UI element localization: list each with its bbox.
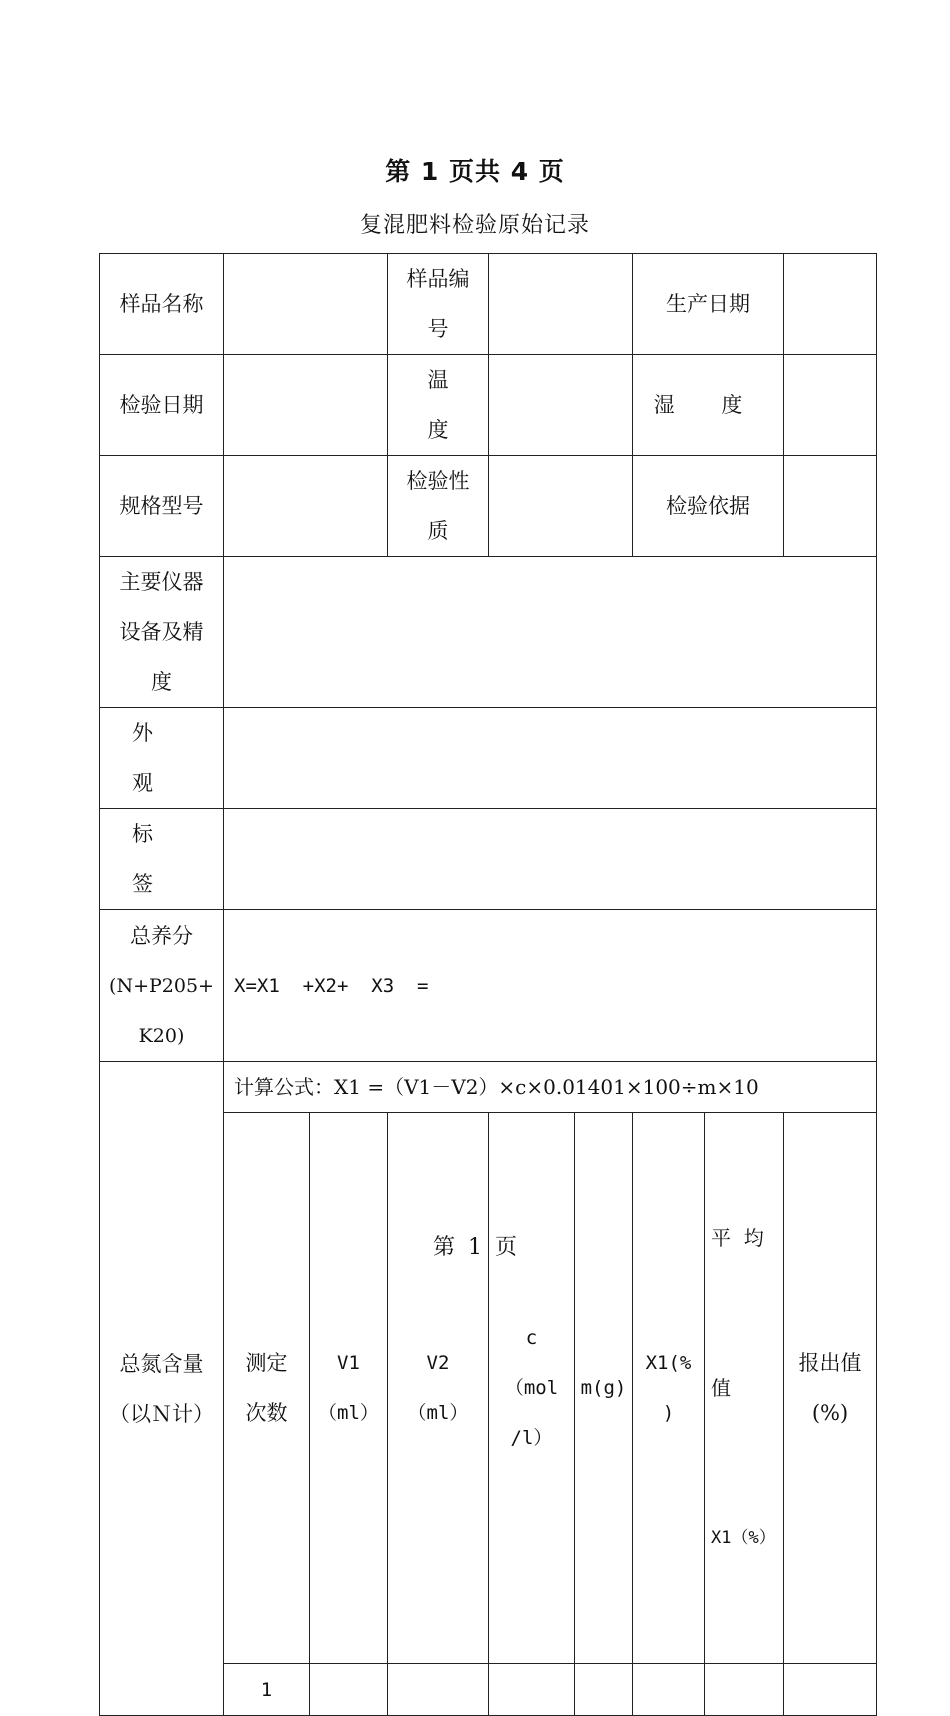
- field-instruments[interactable]: [224, 557, 877, 708]
- nitrogen-calc-formula: 计算公式：X1 =（V1－V2）×c×0.01401×100÷m×10: [224, 1062, 877, 1113]
- document-title: 复混肥料检验原始记录: [359, 213, 590, 238]
- header-v1: [310, 1113, 388, 1664]
- header-x1-line2: ): [662, 1402, 675, 1424]
- header-v1-line1: V1: [337, 1352, 360, 1374]
- label-production-date: 生产日期: [633, 254, 784, 355]
- label-test-basis: 检验依据: [633, 456, 784, 557]
- header-v1-line2: （ml）: [318, 1402, 379, 1424]
- row-1-x1[interactable]: [633, 1664, 705, 1716]
- label-total-nitrogen-line2: （以Ｎ计）: [109, 1401, 214, 1426]
- label-temperature-line2: 度: [427, 418, 449, 442]
- label-test-nature-line2: 质: [427, 519, 449, 543]
- total-nutrient-formula: X=X1 +X2+ X3 =: [224, 910, 877, 1062]
- row-1-v1[interactable]: [310, 1664, 388, 1716]
- label-humidity: [633, 355, 784, 456]
- header-report-value: [784, 1113, 877, 1664]
- label-total-nutrient-line1: 总养分: [130, 923, 193, 948]
- label-test-nature: [388, 456, 489, 557]
- label-label-text: 标 签: [132, 822, 191, 896]
- header-v2-line1: V2: [426, 1352, 450, 1374]
- field-spec-model[interactable]: [224, 456, 388, 557]
- label-total-nutrient: [100, 910, 224, 1062]
- header-average-line1: 平 均: [711, 1226, 764, 1250]
- label-sample-name: 样品名称: [100, 254, 224, 355]
- row-1-v2[interactable]: [388, 1664, 489, 1716]
- page-indicator: 第 1 页共 4 页: [385, 157, 565, 186]
- label-test-nature-line1: 检验性: [406, 469, 470, 493]
- header-concentration-line3: /l）: [510, 1427, 553, 1449]
- row-1-m[interactable]: [575, 1664, 633, 1716]
- field-temperature[interactable]: [489, 355, 633, 456]
- field-sample-name[interactable]: [224, 254, 388, 355]
- header-v2-line2: （ml）: [407, 1402, 469, 1424]
- field-test-basis[interactable]: [784, 456, 877, 557]
- label-total-nutrient-line2: (N+P205+: [109, 974, 214, 997]
- label-sample-number-line1: 样品编: [406, 267, 470, 291]
- row-1-index: 1: [224, 1664, 310, 1716]
- header-x1: [633, 1113, 705, 1664]
- label-humidity-text: 湿 度: [653, 393, 763, 417]
- field-appearance[interactable]: [224, 708, 877, 809]
- label-total-nutrient-line3: K20): [138, 1024, 185, 1047]
- label-appearance-text: 外 观: [132, 721, 191, 795]
- label-sample-number-line2: 号: [427, 317, 449, 341]
- row-1-average[interactable]: [705, 1664, 784, 1716]
- header-concentration: [489, 1113, 575, 1664]
- label-appearance: [100, 708, 224, 809]
- field-label[interactable]: [224, 809, 877, 910]
- header-concentration-line2: （mol: [504, 1377, 559, 1399]
- label-instruments-line1: 主要仪器: [119, 570, 204, 594]
- field-production-date[interactable]: [784, 254, 877, 355]
- field-test-nature[interactable]: [489, 456, 633, 557]
- header-average: [705, 1113, 784, 1664]
- label-sample-number: [388, 254, 489, 355]
- header-test-times-line1: 测定: [245, 1351, 288, 1375]
- field-sample-number[interactable]: [489, 254, 633, 355]
- header-report-value-line2: (%): [811, 1401, 849, 1425]
- label-instruments-line3: 度: [151, 670, 172, 694]
- label-total-nitrogen-line1: 总氮含量: [119, 1351, 204, 1376]
- header-mass: m(g): [575, 1113, 633, 1664]
- header-test-times-line2: 次数: [245, 1401, 288, 1425]
- header-test-times: [224, 1113, 310, 1664]
- label-instruments-line2: 设备及精: [119, 620, 204, 644]
- header-concentration-line1: c: [525, 1327, 538, 1349]
- label-temperature: [388, 355, 489, 456]
- row-1-report[interactable]: [784, 1664, 877, 1716]
- label-spec-model: 规格型号: [100, 456, 224, 557]
- label-test-date: 检验日期: [100, 355, 224, 456]
- header-average-line2: 值: [711, 1376, 731, 1400]
- label-label: [100, 809, 224, 910]
- inspection-record-table: [99, 253, 877, 1716]
- header-average-line3: X1（%）: [711, 1528, 776, 1548]
- label-temperature-line1: 温: [427, 368, 449, 392]
- label-total-nitrogen: [100, 1062, 224, 1716]
- row-1-c[interactable]: [489, 1664, 575, 1716]
- header-report-value-line1: 报出值: [798, 1351, 862, 1375]
- label-instruments: [100, 557, 224, 708]
- page-footer: 第 1 页: [433, 1235, 517, 1260]
- header-v2: [388, 1113, 489, 1664]
- header-x1-line1: X1(%: [645, 1352, 692, 1374]
- field-test-date[interactable]: [224, 355, 388, 456]
- field-humidity[interactable]: [784, 355, 877, 456]
